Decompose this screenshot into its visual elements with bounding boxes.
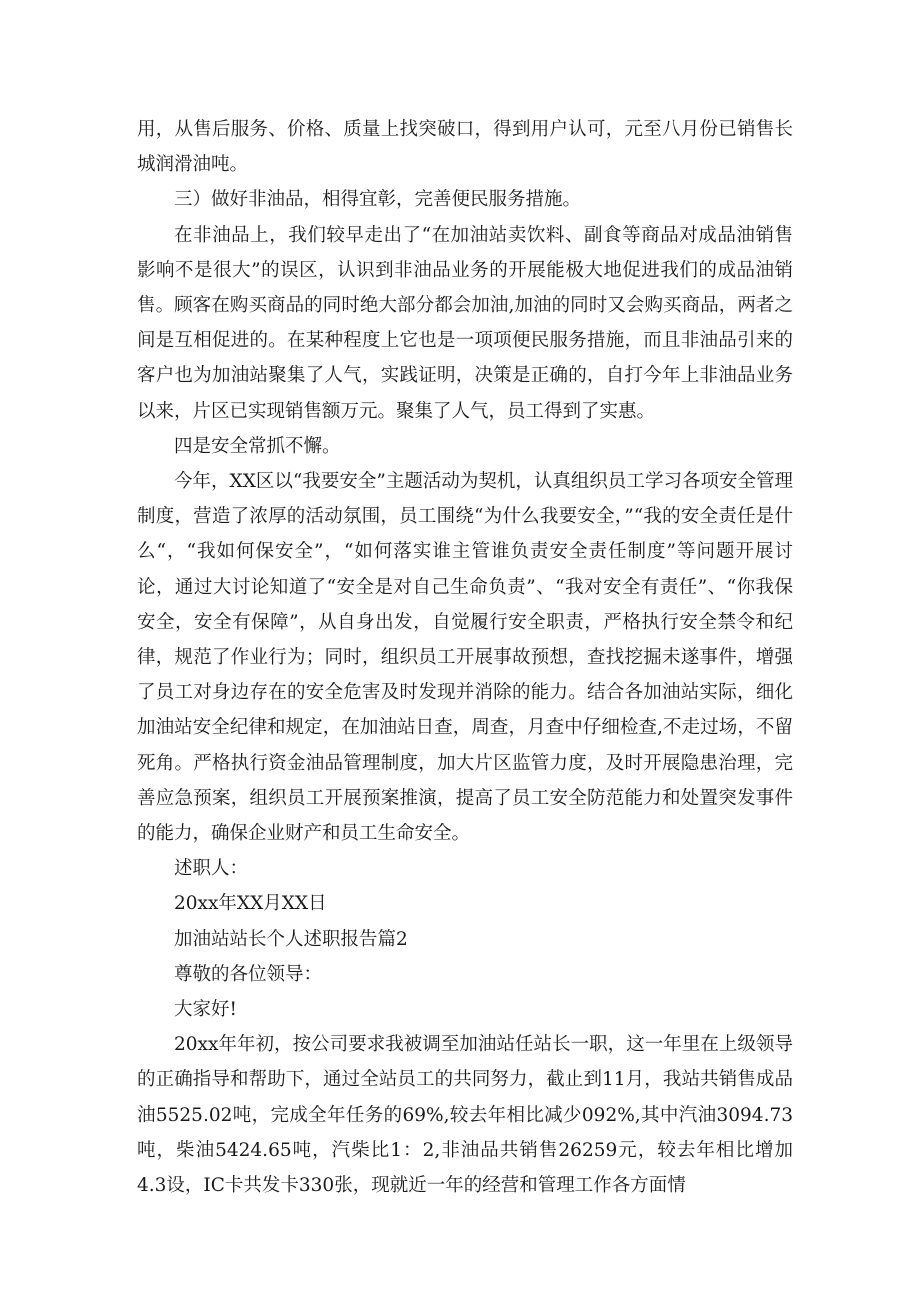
report-title: 加油站站长个人述职报告篇2 <box>174 928 408 950</box>
heading-non-oil: 三）做好非油品，相得宜彰，完善便民服务措施。 <box>174 189 582 211</box>
salutation: 尊敬的各位领导： <box>174 963 323 985</box>
reporter-label: 述职人： <box>174 858 249 880</box>
paragraph-safety: 今年，XX区以“我要安全”主题活动为契机，认真组织员工学习各项安全管理制度，营造了浓厚的活动氛围，员工围绕“为什么我要安全，”“我的安全责任是什么“，“我如何保安全”，“如何落实谁主管谁负责安全责任制度”等问题开展讨论，通过大讨论知道了“安全是对自己生命负责”、“我对安全有责任”、“你我保安全，安全有保障”，从自身出发，自觉履行安全职责，严格执行安全禁令和纪律，规范了作业行为；同时，组织员工开展事故预想，查找挖掘未遂事件，增强了员工对身边存在的安全危害及时发现并消除的能力。结合各加油站实际，细化加油站安全纪律和规定，在加油站日查，周查，月查中仔细检查,不走过场，不留死角。严格执行资金油品管理制度，加大片区监管力度，及时开展隐患治理，完善应急预案，组织员工开展预案推演，提高了员工安全防范能力和处置突发事件的能力，确保企业财产和员工生命安全。 <box>137 471 793 845</box>
report-date: 20xx年XX月XX日 <box>174 893 327 915</box>
paragraph-non-oil: 在非油品上，我们较早走出了“在加油站卖饮料、副食等商品对成品油销售影响不是很大”的误区，认识到非油品业务的开展能极大地促进我们的成品油销售。顾客在购买商品的同时绝大部分都会加油,加油的同时又会购买商品，两者之间是互相促进的。在某种程度上它也是一项项便民服务措施，而且非油品引来的客户也为加油站聚集了人气，实践证明，决策是正确的，自打今年上非油品业务以来，片区已实现销售额万元。聚集了人气，员工得到了实惠。 <box>137 224 793 422</box>
heading-safety: 四是安全常抓不懈。 <box>174 435 341 457</box>
document-body <box>137 112 793 1203</box>
paragraph-annual-summary: 20xx年年初，按公司要求我被调至加油站任站长一职，这一年里在上级领导的正确指导和帮助下，通过全站员工的共同努力，截止到11月，我站共销售成品油5525.02吨，完成全年任务的69%,较去年相比减少092%,其中汽油3094.73吨，柴油5424.65吨，汽柴比1：2,非油品共销售26259元，较去年相比增加4.3设，IC卡共发卡330张，现就近一年的经营和管理工作各方面情 <box>137 1034 793 1197</box>
paragraph-after-sales: 用，从售后服务、价格、质量上找突破口，得到用户认可，元至八月份已销售长城润滑油吨。 <box>137 119 793 176</box>
greeting: 大家好! <box>174 999 237 1021</box>
